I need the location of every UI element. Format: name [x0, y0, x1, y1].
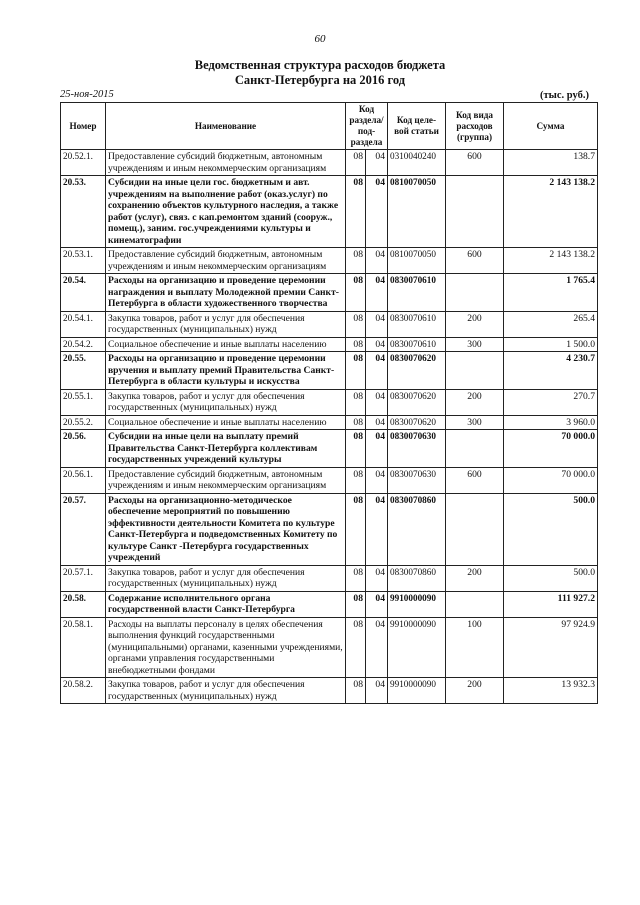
row-number: 20.55.2.: [61, 415, 106, 430]
row-name: Расходы на организационно-методическое обеспечение мероприятий по повышению эффективности деятельности Комитета по культуре Санкт-Петербурга и подведомственных Комитету по культуре Санкт -Петербурга государственных учреждений: [106, 493, 346, 565]
row-name: Расходы на организацию и проведение церемонии награждения и выплату Молодежной премии Санкт-Петербурга в области художественного творчества: [106, 274, 346, 312]
row-article: 0830070620: [388, 352, 446, 390]
row-number: 20.53.1.: [61, 248, 106, 274]
row-name: Закупка товаров, работ и услуг для обеспечения государственных (муниципальных) нужд: [106, 565, 346, 591]
row-subsection: 04: [366, 565, 388, 591]
row-number: 20.57.1.: [61, 565, 106, 591]
row-name: Социальное обеспечение и иные выплаты населению: [106, 415, 346, 430]
row-article: 9910000090: [388, 617, 446, 678]
row-subsection: 04: [366, 311, 388, 337]
row-section: 08: [346, 430, 366, 468]
row-subsection: 04: [366, 389, 388, 415]
header-name: Наименование: [106, 103, 346, 150]
row-article: 0830070610: [388, 337, 446, 352]
row-number: 20.54.: [61, 274, 106, 312]
row-section: 08: [346, 415, 366, 430]
row-article: 0830070610: [388, 311, 446, 337]
row-kind: 200: [446, 565, 504, 591]
table-row: [61, 311, 598, 337]
row-sum: 500.0: [504, 565, 598, 591]
row-article: 0830070620: [388, 415, 446, 430]
row-section: 08: [346, 467, 366, 493]
row-section: 08: [346, 565, 366, 591]
row-subsection: 04: [366, 617, 388, 678]
row-article: 0830070620: [388, 389, 446, 415]
row-kind: 100: [446, 617, 504, 678]
document-title: [0, 58, 640, 88]
row-sum: 138.7: [504, 150, 598, 176]
row-number: 20.58.: [61, 591, 106, 617]
row-sum: 97 924.9: [504, 617, 598, 678]
row-section: 08: [346, 248, 366, 274]
row-section: 08: [346, 311, 366, 337]
table-row: [61, 415, 598, 430]
row-sum: 1 500.0: [504, 337, 598, 352]
row-kind: [446, 493, 504, 565]
row-sum: 70 000.0: [504, 430, 598, 468]
row-subsection: 04: [366, 352, 388, 390]
row-sum: 70 000.0: [504, 467, 598, 493]
table-row: [61, 150, 598, 176]
table-row: [61, 389, 598, 415]
row-subsection: 04: [366, 415, 388, 430]
row-number: 20.56.1.: [61, 467, 106, 493]
row-section: 08: [346, 389, 366, 415]
table-row: [61, 565, 598, 591]
row-article: 9910000090: [388, 678, 446, 704]
document-date: 25-ноя-2015: [60, 89, 114, 100]
row-sum: 270.7: [504, 389, 598, 415]
row-subsection: 04: [366, 493, 388, 565]
row-number: 20.55.1.: [61, 389, 106, 415]
row-name: Предоставление субсидий бюджетным, автономным учреждениям и иным некоммерческим организациям: [106, 150, 346, 176]
row-subsection: 04: [366, 678, 388, 704]
row-number: 20.56.: [61, 430, 106, 468]
header-section: Код раздела/ под-раздела: [346, 103, 388, 150]
row-section: 08: [346, 591, 366, 617]
table-row: [61, 493, 598, 565]
row-kind: 600: [446, 467, 504, 493]
row-sum: 2 143 138.2: [504, 248, 598, 274]
row-kind: 200: [446, 678, 504, 704]
row-section: 08: [346, 274, 366, 312]
units-label: (тыс. руб.): [540, 90, 589, 101]
row-name: Предоставление субсидий бюджетным, автономным учреждениям и иным некоммерческим организациям: [106, 467, 346, 493]
row-subsection: 04: [366, 176, 388, 248]
row-section: 08: [346, 678, 366, 704]
row-kind: [446, 176, 504, 248]
row-section: 08: [346, 493, 366, 565]
row-sum: 111 927.2: [504, 591, 598, 617]
row-kind: 600: [446, 150, 504, 176]
table-row: [61, 337, 598, 352]
row-number: 20.53.: [61, 176, 106, 248]
table-header-row: [61, 103, 598, 150]
header-number: Номер: [61, 103, 106, 150]
row-kind: [446, 591, 504, 617]
table-row: [61, 467, 598, 493]
row-number: 20.54.1.: [61, 311, 106, 337]
table-row: [61, 274, 598, 312]
header-kind: Код вида расходов (группа): [446, 103, 504, 150]
row-name: Расходы на выплаты персоналу в целях обеспечения выполнения функций государственными (муниципальными) органами, казенными учреждениями, органами управления государственными внебюджетными фондами: [106, 617, 346, 678]
row-section: 08: [346, 617, 366, 678]
row-section: 08: [346, 150, 366, 176]
row-sum: 3 960.0: [504, 415, 598, 430]
row-subsection: 04: [366, 467, 388, 493]
row-sum: 2 143 138.2: [504, 176, 598, 248]
row-sum: 4 230.7: [504, 352, 598, 390]
row-subsection: 04: [366, 274, 388, 312]
row-number: 20.57.: [61, 493, 106, 565]
row-article: 0830070860: [388, 565, 446, 591]
row-number: 20.52.1.: [61, 150, 106, 176]
row-name: Закупка товаров, работ и услуг для обеспечения государственных (муниципальных) нужд: [106, 389, 346, 415]
row-kind: 300: [446, 337, 504, 352]
row-kind: 300: [446, 415, 504, 430]
row-subsection: 04: [366, 337, 388, 352]
table-row: [61, 591, 598, 617]
row-article: 0830070860: [388, 493, 446, 565]
row-kind: [446, 352, 504, 390]
row-number: 20.58.2.: [61, 678, 106, 704]
table-row: [61, 176, 598, 248]
row-name: Субсидии на иные цели на выплату премий Правительства Санкт-Петербурга коллективам государственных учреждений культуры: [106, 430, 346, 468]
row-name: Закупка товаров, работ и услуг для обеспечения государственных (муниципальных) нужд: [106, 678, 346, 704]
row-sum: 13 932.3: [504, 678, 598, 704]
row-article: 0310040240: [388, 150, 446, 176]
row-name: Содержание исполнительного органа государственной власти Санкт-Петербурга: [106, 591, 346, 617]
row-number: 20.58.1.: [61, 617, 106, 678]
row-kind: 200: [446, 389, 504, 415]
table-row: [61, 248, 598, 274]
row-subsection: 04: [366, 150, 388, 176]
header-sum: Сумма: [504, 103, 598, 150]
page-number: 60: [314, 33, 326, 45]
row-kind: 200: [446, 311, 504, 337]
row-kind: [446, 274, 504, 312]
row-number: 20.55.: [61, 352, 106, 390]
row-subsection: 04: [366, 591, 388, 617]
row-article: 0830070630: [388, 467, 446, 493]
table-row: [61, 678, 598, 704]
table-row: [61, 352, 598, 390]
row-sum: 1 765.4: [504, 274, 598, 312]
row-section: 08: [346, 352, 366, 390]
row-number: 20.54.2.: [61, 337, 106, 352]
row-subsection: 04: [366, 248, 388, 274]
budget-table: [60, 102, 598, 704]
row-kind: [446, 430, 504, 468]
row-section: 08: [346, 337, 366, 352]
row-subsection: 04: [366, 430, 388, 468]
title-line-1: Ведомственная структура расходов бюджета: [194, 58, 446, 72]
row-article: 0810070050: [388, 248, 446, 274]
row-sum: 500.0: [504, 493, 598, 565]
row-article: 0830070610: [388, 274, 446, 312]
row-article: 9910000090: [388, 591, 446, 617]
title-line-2: Санкт-Петербурга на 2016 год: [234, 73, 406, 87]
table-row: [61, 617, 598, 678]
table-row: [61, 430, 598, 468]
header-article: Код целе-вой статьи: [388, 103, 446, 150]
row-name: Расходы на организацию и проведение церемонии вручения и выплату премий Правительства Санкт-Петербурга в области культуры и искусства: [106, 352, 346, 390]
row-name: Предоставление субсидий бюджетным, автономным учреждениям и иным некоммерческим организациям: [106, 248, 346, 274]
row-name: Закупка товаров, работ и услуг для обеспечения государственных (муниципальных) нужд: [106, 311, 346, 337]
row-article: 0830070630: [388, 430, 446, 468]
row-kind: 600: [446, 248, 504, 274]
row-section: 08: [346, 176, 366, 248]
row-article: 0810070050: [388, 176, 446, 248]
row-name: Социальное обеспечение и иные выплаты населению: [106, 337, 346, 352]
row-sum: 265.4: [504, 311, 598, 337]
row-name: Субсидии на иные цели гос. бюджетным и авт. учреждениям на выполнение работ (оказ.услуг) по сохранению объектов культурного наследия, а также работ (услуг), связ. с кап.ремонтом зданий (сооруж., помещ.), заним. гос.учреждениями культуры и кинематографии: [106, 176, 346, 248]
